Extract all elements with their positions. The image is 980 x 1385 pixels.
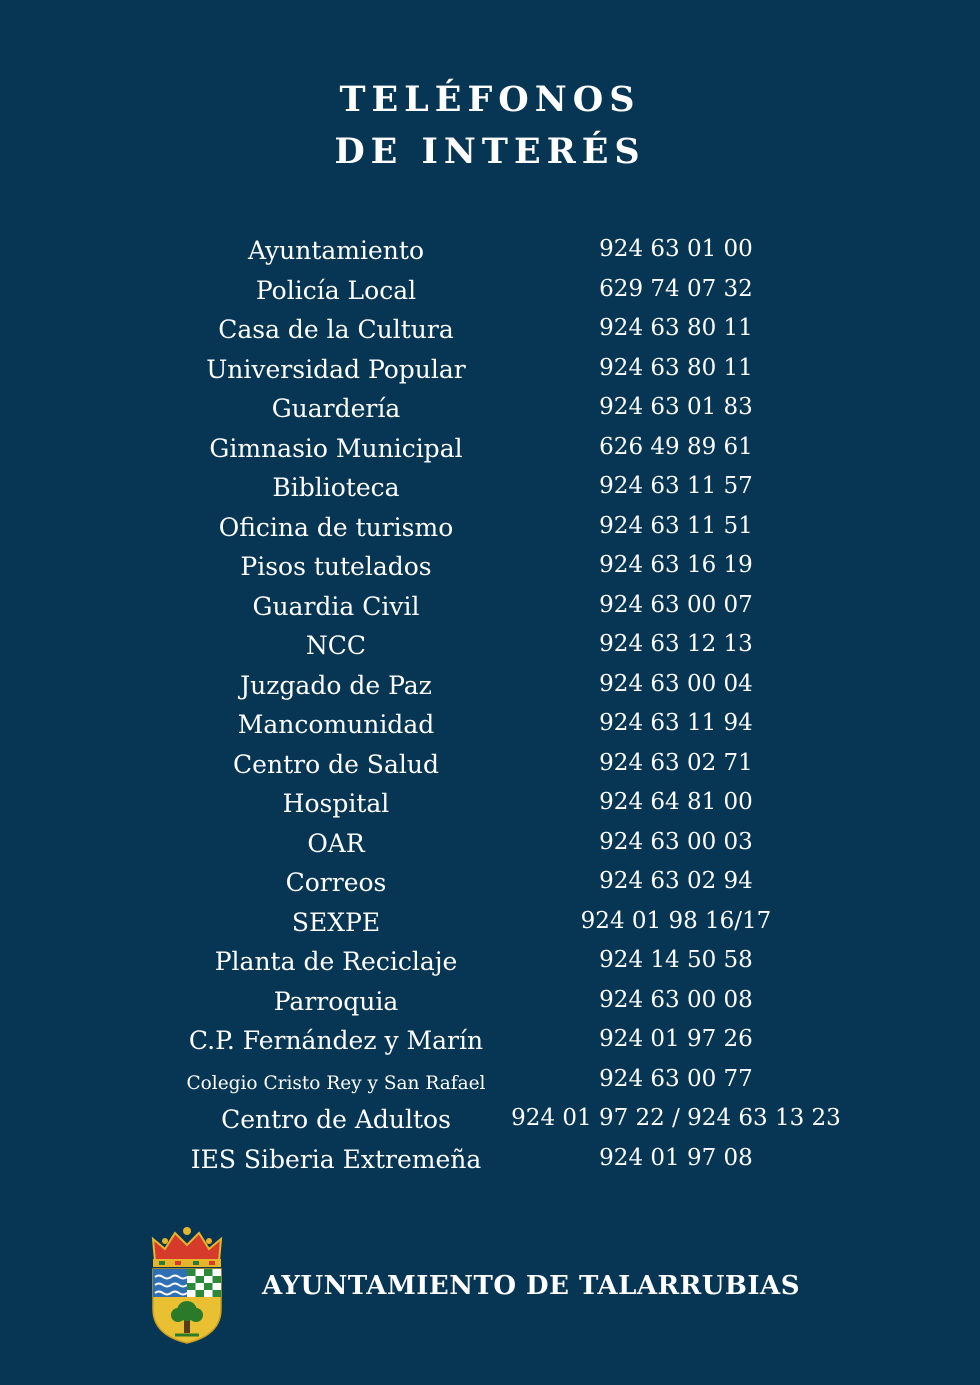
entry-phone: 924 63 80 11 bbox=[599, 354, 753, 381]
directory-row bbox=[0, 1140, 980, 1180]
entry-phone: 924 63 00 04 bbox=[599, 670, 753, 697]
entry-name: Centro de Salud bbox=[233, 749, 439, 779]
entry-phone: 924 63 00 77 bbox=[599, 1065, 753, 1092]
entry-phone: 924 63 11 94 bbox=[599, 710, 753, 736]
entry-name: Policía Local bbox=[255, 275, 417, 305]
entry-phone: 924 63 11 51 bbox=[599, 512, 753, 539]
entry-name: Parroquia bbox=[273, 986, 399, 1016]
entry-phone: 924 63 00 08 bbox=[599, 986, 753, 1013]
footer bbox=[0, 1225, 980, 1345]
directory-row bbox=[0, 1061, 980, 1101]
entry-name: NCC bbox=[305, 631, 367, 660]
entry-phone: 629 74 07 32 bbox=[599, 275, 753, 302]
entry-name: Hospital bbox=[282, 789, 390, 818]
directory-row bbox=[0, 1021, 980, 1061]
directory-row bbox=[0, 389, 980, 429]
directory-row bbox=[0, 863, 980, 903]
directory-row bbox=[0, 1100, 980, 1140]
municipal-coat-of-arms-icon bbox=[147, 1225, 227, 1345]
entry-name: Ayuntamiento bbox=[247, 236, 424, 265]
directory-row bbox=[0, 231, 980, 271]
directory-row bbox=[0, 705, 980, 745]
entry-phone: 924 63 02 94 bbox=[599, 868, 753, 894]
entry-name: Juzgado de Paz bbox=[240, 670, 432, 700]
entry-phone: 924 14 50 58 bbox=[599, 947, 753, 973]
entry-name: Mancomunidad bbox=[237, 710, 435, 739]
entry-name: OAR bbox=[307, 828, 365, 858]
entry-name: Biblioteca bbox=[272, 473, 400, 502]
directory-row bbox=[0, 626, 980, 666]
entry-phone: 924 01 97 08 bbox=[599, 1144, 753, 1171]
entry-phone: 924 63 80 11 bbox=[599, 315, 753, 341]
entry-phone: 924 63 12 13 bbox=[599, 631, 753, 657]
entry-name: C.P. Fernández y Marín bbox=[188, 1026, 484, 1055]
directory-row bbox=[0, 547, 980, 587]
entry-phone: 924 01 97 22 / 924 63 13 23 bbox=[511, 1105, 841, 1131]
entry-name: IES Siberia Extremeña bbox=[190, 1144, 482, 1174]
directory-row bbox=[0, 271, 980, 311]
directory-row bbox=[0, 982, 980, 1022]
directory-row bbox=[0, 745, 980, 785]
directory-row bbox=[0, 903, 980, 943]
entry-phone: 924 63 00 03 bbox=[599, 828, 753, 855]
entry-name: Colegio Cristo Rey y San Rafael bbox=[186, 1072, 486, 1094]
entry-phone: 924 63 00 07 bbox=[599, 591, 753, 618]
entry-name: Correos bbox=[285, 868, 387, 897]
directory-row bbox=[0, 784, 980, 824]
entry-name: Gimnasio Municipal bbox=[209, 433, 463, 463]
entry-phone: 924 63 02 71 bbox=[599, 749, 753, 776]
entry-phone: 924 63 01 83 bbox=[599, 394, 753, 420]
entry-phone: 924 63 01 00 bbox=[599, 236, 753, 262]
directory-row bbox=[0, 824, 980, 864]
entry-phone: 924 01 98 16/17 bbox=[580, 907, 772, 934]
entry-name: Casa de la Cultura bbox=[218, 315, 454, 344]
directory-row bbox=[0, 587, 980, 627]
entry-phone: 924 63 16 19 bbox=[599, 552, 753, 578]
entry-phone: 924 63 11 57 bbox=[599, 473, 753, 499]
title-line-1: TELÉFONOS bbox=[339, 79, 641, 120]
phone-directory bbox=[0, 231, 980, 1179]
directory-row bbox=[0, 429, 980, 469]
entry-phone: 924 01 97 26 bbox=[599, 1026, 753, 1052]
organization-name: AYUNTAMIENTO DE TALARRUBIAS bbox=[262, 1271, 800, 1301]
entry-name: Oficina de turismo bbox=[218, 512, 454, 542]
directory-row bbox=[0, 468, 980, 508]
directory-row bbox=[0, 666, 980, 706]
page-title bbox=[0, 74, 980, 178]
title-line-2: DE INTERÉS bbox=[334, 131, 646, 172]
entry-name: SEXPE bbox=[291, 907, 381, 937]
entry-name: Planta de Reciclaje bbox=[214, 947, 458, 976]
directory-row bbox=[0, 508, 980, 548]
entry-name: Pisos tutelados bbox=[240, 552, 432, 581]
directory-row bbox=[0, 310, 980, 350]
entry-name: Centro de Adultos bbox=[221, 1105, 451, 1134]
entry-phone: 626 49 89 61 bbox=[599, 433, 753, 460]
entry-name: Guardia Civil bbox=[252, 591, 420, 621]
directory-row bbox=[0, 350, 980, 390]
entry-name: Universidad Popular bbox=[206, 354, 466, 384]
entry-name: Guardería bbox=[271, 394, 401, 423]
entry-phone: 924 64 81 00 bbox=[599, 789, 753, 815]
directory-row bbox=[0, 942, 980, 982]
